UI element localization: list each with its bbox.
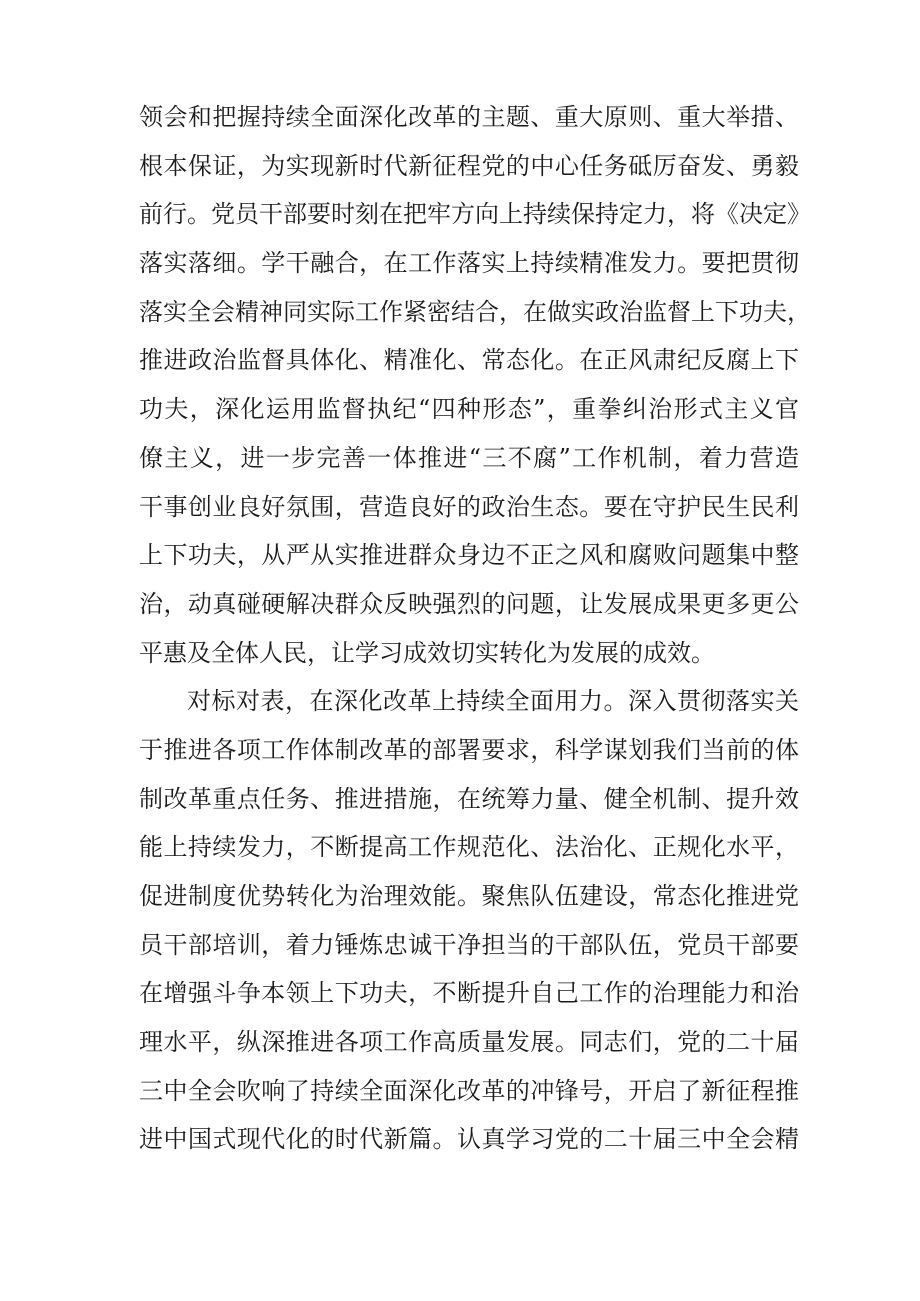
paragraph-line: 干事创业良好氛围，营造良好的政治生态。要在守护民生民利 bbox=[139, 492, 799, 521]
paragraph-line: 平惠及全体人民，让学习成效切实转化为发展的成效。 bbox=[139, 638, 715, 667]
paragraph-line: 制改革重点任务、推进措施，在统筹力量、健全机制、提升效 bbox=[139, 784, 799, 813]
paragraph-line: 落实全会精神同实际工作紧密结合，在做实政治监督上下功夫， bbox=[139, 297, 811, 326]
paragraph-line: 僚主义，进一步完善一体推进“三不腐”工作机制，着力营造 bbox=[139, 443, 799, 472]
paragraph-first-line: 对标对表，在深化改革上持续全面用力。深入贯彻落实关 bbox=[187, 687, 799, 716]
paragraph-line: 员干部培训，着力锤炼忠诚干净担当的干部队伍，党员干部要 bbox=[139, 930, 799, 959]
body-text bbox=[139, 93, 811, 1164]
paragraph-line: 于推进各项工作体制改革的部署要求，科学谋划我们当前的体 bbox=[139, 735, 799, 764]
paragraph-line: 三中全会吹响了持续全面深化改革的冲锋号，开启了新征程推 bbox=[139, 1076, 799, 1105]
paragraph-line: 领会和把握持续全面深化改革的主题、重大原则、重大举措、 bbox=[139, 103, 799, 131]
paragraph-line: 前行。党员干部要时刻在把牢方向上持续保持定力，将《决定》 bbox=[139, 200, 811, 229]
paragraph-line: 落实落细。学干融合，在工作落实上持续精准发力。要把贯彻 bbox=[139, 249, 799, 278]
paragraph-line: 治，动真碰硬解决群众反映强烈的问题，让发展成果更多更公 bbox=[139, 589, 799, 618]
paragraph-line: 推进政治监督具体化、精准化、常态化。在正风肃纪反腐上下 bbox=[139, 346, 799, 375]
paragraph-line: 功夫，深化运用监督执纪“四种形态”，重拳纠治形式主义官 bbox=[139, 395, 799, 424]
paragraph-line: 进中国式现代化的时代新篇。认真学习党的二十届三中全会精 bbox=[139, 1125, 799, 1154]
paragraph-line: 上下功夫，从严从实推进群众身边不正之风和腐败问题集中整 bbox=[139, 541, 799, 570]
paragraph-line: 根本保证，为实现新时代新征程党的中心任务砥厉奋发、勇毅 bbox=[139, 151, 799, 180]
paragraph-line: 理水平，纵深推进各项工作高质量发展。同志们，党的二十届 bbox=[139, 1028, 799, 1057]
paragraph-line: 能上持续发力，不断提高工作规范化、法治化、正规化水平， bbox=[139, 833, 799, 862]
paragraph-line: 在增强斗争本领上下功夫，不断提升自己工作的治理能力和治 bbox=[139, 979, 799, 1008]
paragraph-line: 促进制度优势转化为治理效能。聚焦队伍建设，常态化推进党 bbox=[139, 882, 799, 910]
